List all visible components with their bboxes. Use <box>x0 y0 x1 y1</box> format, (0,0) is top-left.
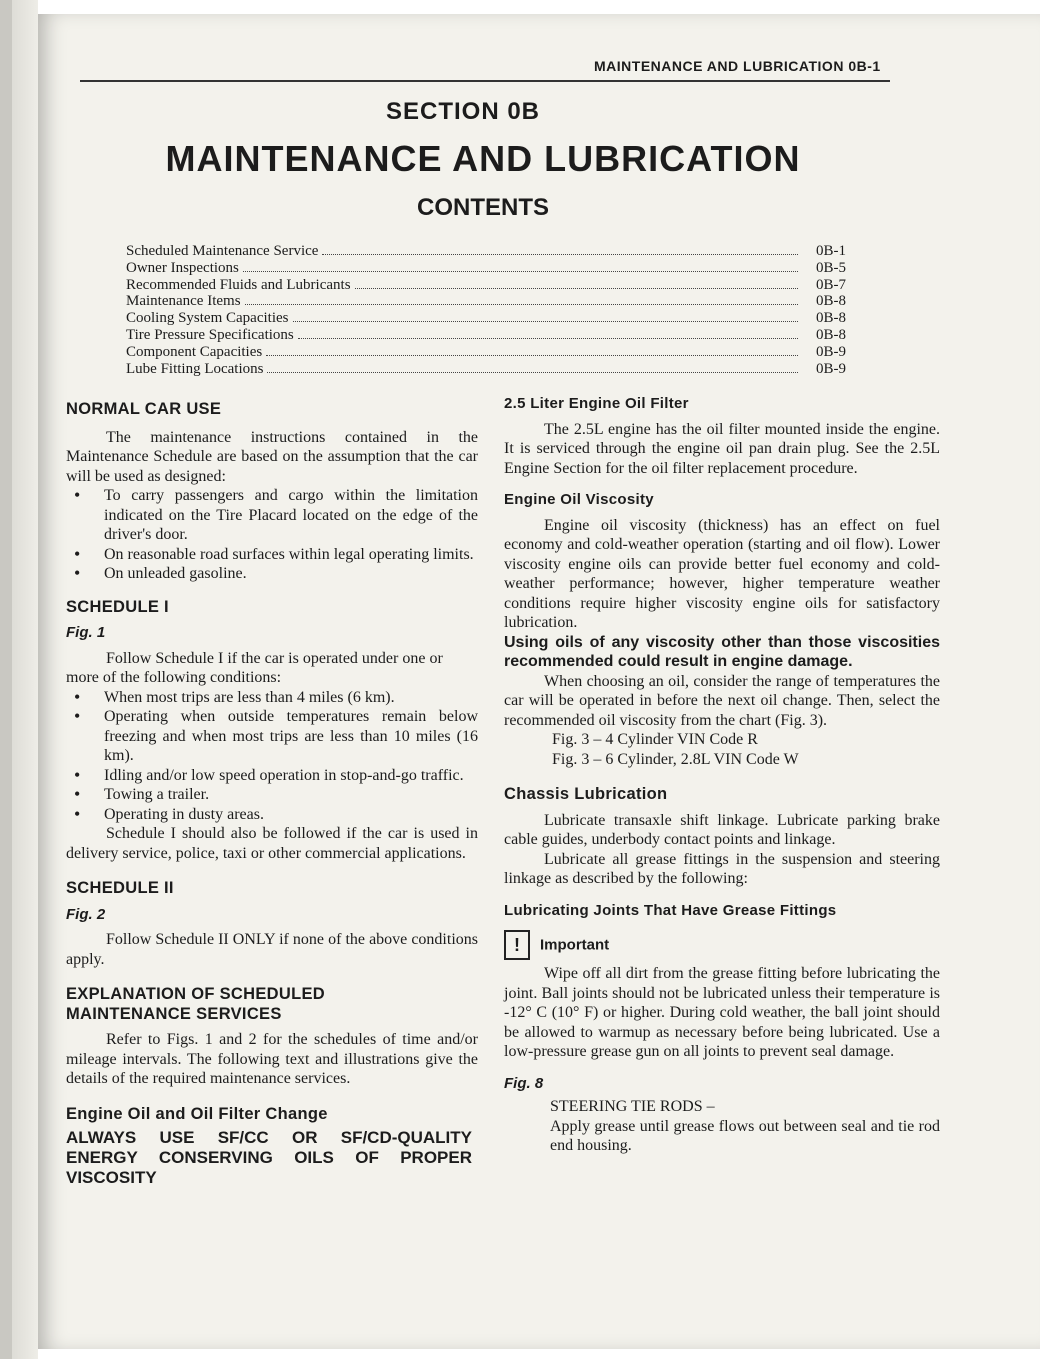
list-item: • Idling and/or low speed operation in stop-and-go traffic. <box>66 766 478 786</box>
toc-leader <box>266 355 798 356</box>
oil-choice-text: When choosing an oil, consider the range of temperatures the car will be operated in before the next oil change. Then, select the recommended oil viscosity from the chart (Fig. 3). <box>504 672 940 729</box>
fig-3-caption-a: Fig. 3 – 4 Cylinder VIN Code R <box>552 731 758 748</box>
left-column <box>66 400 478 1188</box>
toc-label: Component Capacities <box>126 343 263 360</box>
table-of-contents <box>126 243 846 377</box>
list-item: • To carry passengers and cargo within the limitation indicated on the Tire Placard located on the edge of the driver's door. <box>66 486 478 545</box>
toc-entry[interactable] <box>126 361 846 378</box>
schedule-2-text: Follow Schedule II ONLY if none of the above conditions apply. <box>66 931 478 968</box>
chassis-lubrication-heading: Chassis Lubrication <box>504 785 668 803</box>
section-number: SECTION 0B <box>385 98 541 125</box>
toc-label: Scheduled Maintenance Service <box>126 243 319 259</box>
important-notice <box>504 930 940 960</box>
toc-leader <box>293 321 799 322</box>
toc-label: Owner Inspections <box>126 259 239 276</box>
explanation-heading-line-1: EXPLANATION OF SCHEDULED <box>66 985 325 1003</box>
steering-tie-rods-text: Apply grease until grease flows out between seal and tie rod end housing. <box>550 1117 940 1154</box>
toc-entry[interactable] <box>126 293 846 310</box>
running-head: MAINTENANCE AND LUBRICATION 0B-1 <box>594 58 881 74</box>
oil-change-heading: Engine Oil and Oil Filter Change <box>66 1104 328 1123</box>
toc-leader <box>243 271 798 272</box>
list-item: • Operating in dusty areas. <box>66 805 478 825</box>
list-item: • Operating when outside temperatures remain below freezing and when most trips are less than 10 miles (16 km). <box>66 707 478 766</box>
normal-car-use-list <box>66 486 478 584</box>
fig-3-caption-b: Fig. 3 – 6 Cylinder, 2.8L VIN Code W <box>552 750 799 768</box>
contents-heading: CONTENTS <box>417 194 549 221</box>
toc-leader <box>355 288 798 289</box>
schedule-2-heading: SCHEDULE II <box>66 879 174 897</box>
toc-entry[interactable] <box>126 243 846 260</box>
list-item: • On reasonable road surfaces within legal operating limits. <box>66 545 478 565</box>
toc-page: 0B-8 <box>816 293 846 310</box>
chassis-lubrication-text-2: Lubricate all grease fittings in the suspension and steering linkage as described by the following: <box>504 850 940 887</box>
right-column <box>504 394 940 1156</box>
explanation-heading-line-2: MAINTENANCE SERVICES <box>66 1004 282 1023</box>
explanation-text: Refer to Figs. 1 and 2 for the schedules of time and/or mileage intervals. The following text and illustrations give the details of the required maintenance services. <box>66 1031 478 1087</box>
toc-entry[interactable] <box>126 260 846 277</box>
toc-leader <box>245 304 798 305</box>
toc-label: Cooling System Capacities <box>126 310 289 327</box>
toc-label: Tire Pressure Specifications <box>126 326 294 343</box>
previous-page-edge <box>0 0 12 1359</box>
toc-page: 0B-9 <box>816 343 846 360</box>
toc-page: 0B-1 <box>816 243 846 259</box>
oil-filter-heading: 2.5 Liter Engine Oil Filter <box>504 395 689 412</box>
fig-2-label: Fig. 2 <box>66 905 106 923</box>
important-label: Important <box>540 936 610 954</box>
list-item: • Towing a trailer. <box>66 785 478 805</box>
toc-page: 0B-8 <box>816 310 846 327</box>
important-icon: ! <box>504 930 530 960</box>
fig-8-label: Fig. 8 <box>504 1074 544 1092</box>
oil-filter-text: The 2.5L engine has the oil filter mounted inside the engine. It is serviced through the engine oil pan drain plug. See the 2.5L Engine Section for the oil filter replacement procedure. <box>504 420 940 477</box>
steering-tie-rods-heading: STEERING TIE RODS – <box>550 1098 715 1115</box>
toc-page: 0B-7 <box>816 276 846 293</box>
header-rule <box>80 80 890 82</box>
toc-label: Recommended Fluids and Lubricants <box>126 276 351 293</box>
grease-fittings-heading: Lubricating Joints That Have Grease Fittings <box>504 901 837 919</box>
toc-page: 0B-8 <box>816 326 846 343</box>
schedule-1-heading: SCHEDULE I <box>66 597 169 616</box>
chassis-lubrication-text: Lubricate transaxle shift linkage. Lubricate parking brake cable guides, underbody contact points and linkage. <box>504 811 940 848</box>
manual-page <box>38 14 1040 1349</box>
grease-fitting-text: Wipe off all dirt from the grease fitting before lubricating the joint. Ball joints should not be lubricated unless their temperature is -12° C (10° F) or higher. During cold weather, the ball joint should be allowed to warmup as necessary before being lubricated. Use a low-pressure grease gun on all joints to prevent seal damage. <box>504 965 940 1060</box>
toc-entry[interactable] <box>126 327 846 344</box>
list-item: • When most trips are less than 4 miles (6 km). <box>66 688 478 708</box>
oil-viscosity-text: Engine oil viscosity (thickness) has an effect on fuel economy and cold-weather operation (starting and oil flow). Lower viscosity engine oils can provide better fuel economy and cold-weather performance; however, higher temperature weather conditions require higher viscosity engine oils for satisfactory lubrication. <box>504 516 940 631</box>
toc-page: 0B-5 <box>816 259 846 276</box>
toc-entry[interactable] <box>126 277 846 294</box>
schedule-1-conditions <box>66 688 478 825</box>
normal-car-use-text: The maintenance instructions contained in the Maintenance Schedule are based on the assumption that the car will be used as designed: <box>66 428 478 485</box>
toc-leader <box>322 254 798 255</box>
toc-entry[interactable] <box>126 310 846 327</box>
page-title: MAINTENANCE AND LUBRICATION <box>165 138 801 179</box>
toc-page: 0B-9 <box>816 360 846 377</box>
schedule-1-note: Schedule I should also be followed if the car is used in delivery service, police, taxi or other commercial applications. <box>66 825 478 862</box>
normal-car-use-heading: NORMAL CAR USE <box>66 400 222 418</box>
fig-1-label: Fig. 1 <box>66 624 106 641</box>
oil-viscosity-warning: Using oils of any viscosity other than those viscosities recommended could result in engine damage. <box>504 633 940 670</box>
list-item: • On unleaded gasoline. <box>66 564 478 584</box>
oil-quality-warning: ALWAYS USE SF/CC OR SF/CD-QUALITY ENERGY CONSERVING OILS OF PROPER VISCOSITY <box>66 1128 472 1187</box>
schedule-1-text: Follow Schedule I if the car is operated under one or more of the following conditions: <box>66 649 443 686</box>
toc-leader <box>267 372 798 373</box>
toc-leader <box>298 338 798 339</box>
toc-label: Maintenance Items <box>126 293 241 310</box>
toc-label: Lube Fitting Locations <box>126 360 264 377</box>
oil-viscosity-heading: Engine Oil Viscosity <box>504 491 654 508</box>
toc-entry[interactable] <box>126 344 846 361</box>
